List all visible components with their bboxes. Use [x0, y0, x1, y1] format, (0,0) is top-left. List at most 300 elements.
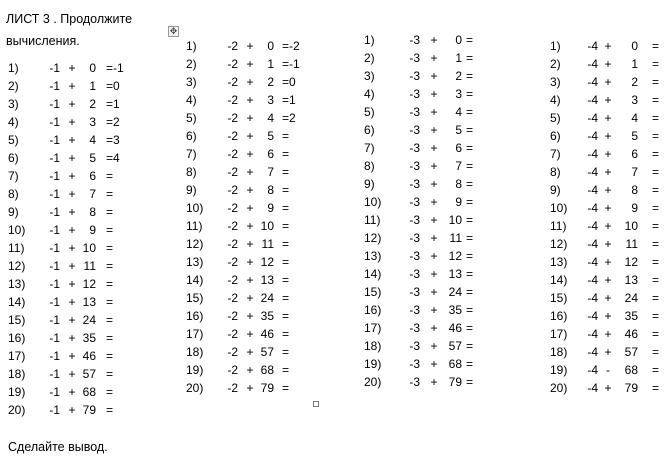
first-operand: -1 — [49, 349, 60, 363]
second-operand: 13 — [624, 273, 638, 287]
operator: + — [430, 87, 438, 101]
first-operand: -3 — [409, 303, 420, 317]
first-operand: -3 — [409, 375, 420, 389]
second-operand: 11 — [449, 231, 462, 245]
first-operand: -1 — [49, 151, 60, 165]
problem-number: 20) — [364, 375, 382, 389]
problem-number: 9) — [186, 183, 197, 197]
first-operand: -3 — [409, 249, 420, 263]
answer: =2 — [282, 111, 296, 125]
second-operand: 8 — [89, 205, 96, 219]
answer: = — [466, 339, 474, 353]
problem-number: 13) — [550, 255, 568, 269]
first-operand: -4 — [587, 255, 598, 269]
first-operand: -1 — [49, 385, 60, 399]
answer: = — [282, 129, 290, 143]
answer: =3 — [106, 133, 120, 147]
operator: + — [604, 165, 612, 179]
answer: = — [466, 195, 474, 209]
answer: = — [652, 93, 660, 107]
problem-number: 5) — [364, 105, 375, 119]
first-operand: -4 — [587, 309, 598, 323]
answer: = — [652, 255, 660, 269]
problem-number: 9) — [8, 205, 19, 219]
worksheet-title: ЛИСТ 3 . Продолжите вычисления. — [6, 12, 133, 48]
problem-number: 10) — [186, 201, 204, 215]
conclusion-prompt: Сделайте вывод. — [8, 440, 108, 454]
first-operand: -3 — [409, 159, 420, 173]
second-operand: 0 — [89, 61, 96, 75]
second-operand: 2 — [631, 75, 638, 89]
operator: + — [430, 195, 438, 209]
first-operand: -2 — [227, 201, 238, 215]
first-operand: -3 — [409, 195, 420, 209]
first-operand: -3 — [409, 33, 420, 47]
problem-number: 17) — [364, 321, 382, 335]
second-operand: 57 — [82, 367, 96, 381]
problem-number: 15) — [8, 313, 26, 327]
second-operand: 9 — [631, 201, 638, 215]
answer: = — [652, 39, 660, 53]
operator: + — [604, 201, 612, 215]
first-operand: -3 — [409, 321, 420, 335]
answer: =1 — [282, 93, 296, 107]
problem-number: 12) — [8, 259, 26, 273]
answer: = — [466, 123, 474, 137]
first-operand: -3 — [409, 339, 420, 353]
second-operand: 4 — [455, 105, 462, 119]
operator: + — [430, 105, 438, 119]
answer: = — [652, 75, 660, 89]
problem-number: 12) — [364, 231, 382, 245]
second-operand: 2 — [267, 75, 274, 89]
second-operand: 79 — [448, 375, 462, 389]
second-operand: 79 — [260, 381, 274, 395]
second-operand: 79 — [82, 403, 96, 417]
first-operand: -3 — [409, 357, 420, 371]
second-operand: 3 — [89, 115, 96, 129]
second-operand: 8 — [631, 183, 638, 197]
answer: =-1 — [282, 57, 300, 71]
second-operand: 46 — [624, 327, 638, 341]
operator: + — [604, 327, 612, 341]
first-operand: -3 — [409, 51, 420, 65]
second-operand: 8 — [455, 177, 462, 191]
first-operand: -4 — [587, 273, 598, 287]
first-operand: -3 — [409, 285, 420, 299]
first-operand: -4 — [587, 75, 598, 89]
second-operand: 5 — [631, 129, 638, 143]
answer: = — [106, 349, 114, 363]
first-operand: -4 — [587, 201, 598, 215]
answer: =4 — [106, 151, 120, 165]
operator: + — [430, 303, 438, 317]
operator: + — [246, 57, 254, 71]
first-operand: -1 — [49, 367, 60, 381]
problem-number: 2) — [8, 79, 19, 93]
answer: = — [466, 141, 474, 155]
problem-number: 6) — [186, 129, 197, 143]
operator: + — [604, 111, 612, 125]
first-operand: -1 — [49, 241, 60, 255]
answer: = — [652, 219, 660, 233]
first-operand: -2 — [227, 129, 238, 143]
problem-number: 20) — [550, 381, 568, 395]
second-operand: 35 — [624, 309, 638, 323]
problem-number: 19) — [550, 363, 568, 377]
answer: = — [466, 303, 474, 317]
answer: = — [106, 313, 114, 327]
first-operand: -4 — [587, 291, 598, 305]
operator: + — [604, 39, 612, 53]
answer: = — [466, 33, 474, 47]
operator: + — [430, 177, 438, 191]
operator: - — [606, 363, 610, 377]
answer: = — [466, 375, 474, 389]
problem-number: 14) — [550, 273, 568, 287]
first-operand: -1 — [49, 403, 60, 417]
second-operand: 11 — [625, 237, 638, 251]
answer: = — [466, 159, 474, 173]
problem-number: 19) — [364, 357, 382, 371]
second-operand: 0 — [631, 39, 638, 53]
first-operand: -3 — [409, 213, 420, 227]
first-operand: -1 — [49, 115, 60, 129]
problem-number: 11) — [186, 219, 203, 233]
answer: = — [282, 201, 290, 215]
first-operand: -1 — [49, 187, 60, 201]
problem-number: 2) — [550, 57, 561, 71]
problem-number: 3) — [550, 75, 561, 89]
answer: = — [466, 357, 474, 371]
second-operand: 0 — [267, 39, 274, 53]
operator: + — [604, 219, 612, 233]
operator: + — [68, 259, 76, 273]
answer: = — [466, 321, 474, 335]
answer: = — [652, 111, 660, 125]
answer: = — [282, 291, 290, 305]
operator: + — [68, 277, 76, 291]
operator: + — [430, 123, 438, 137]
operator: + — [430, 249, 438, 263]
second-operand: 68 — [82, 385, 96, 399]
problem-number: 8) — [8, 187, 19, 201]
answer: = — [652, 309, 660, 323]
answer: = — [106, 331, 114, 345]
first-operand: -2 — [227, 183, 238, 197]
problem-number: 10) — [8, 223, 26, 237]
first-operand: -1 — [49, 259, 60, 273]
answer: = — [106, 259, 114, 273]
problem-number: 4) — [186, 93, 197, 107]
second-operand: 10 — [260, 219, 274, 233]
operator: + — [430, 159, 438, 173]
first-operand: -2 — [227, 147, 238, 161]
operator: + — [604, 345, 612, 359]
first-operand: -2 — [227, 381, 238, 395]
operator: + — [604, 183, 612, 197]
first-operand: -4 — [587, 111, 598, 125]
problem-number: 4) — [8, 115, 19, 129]
second-operand: 11 — [83, 259, 96, 273]
answer: = — [106, 205, 114, 219]
answer: = — [106, 169, 114, 183]
answer: = — [282, 255, 290, 269]
second-operand: 10 — [448, 213, 462, 227]
first-operand: -2 — [227, 75, 238, 89]
first-operand: -1 — [49, 223, 60, 237]
answer: = — [282, 273, 290, 287]
answer: = — [282, 363, 290, 377]
problem-number: 15) — [550, 291, 568, 305]
second-operand: 7 — [455, 159, 462, 173]
answer: = — [106, 277, 114, 291]
first-operand: -4 — [587, 93, 598, 107]
problem-number: 20) — [186, 381, 204, 395]
first-operand: -3 — [409, 231, 420, 245]
problem-number: 5) — [8, 133, 19, 147]
problem-number: 9) — [550, 183, 561, 197]
problem-number: 3) — [186, 75, 197, 89]
operator: + — [68, 385, 76, 399]
operator: + — [246, 39, 254, 53]
problem-number: 15) — [364, 285, 382, 299]
move-arrows-icon[interactable]: ✥ — [169, 26, 178, 36]
operator: + — [430, 51, 438, 65]
answer: = — [282, 147, 290, 161]
first-operand: -4 — [587, 39, 598, 53]
second-operand: 1 — [267, 57, 274, 71]
problem-number: 11) — [8, 241, 25, 255]
answer: = — [652, 381, 660, 395]
answer: = — [282, 381, 290, 395]
answer: = — [106, 241, 114, 255]
operator: + — [604, 129, 612, 143]
resize-square-icon[interactable] — [313, 401, 319, 407]
problem-number: 1) — [186, 39, 197, 53]
answer: = — [282, 327, 290, 341]
answer: = — [652, 183, 660, 197]
first-operand: -1 — [49, 79, 60, 93]
second-operand: 57 — [260, 345, 274, 359]
first-operand: -4 — [587, 345, 598, 359]
problem-number: 13) — [8, 277, 26, 291]
first-operand: -1 — [49, 277, 60, 291]
answer: = — [652, 147, 660, 161]
answer: = — [466, 267, 474, 281]
second-operand: 57 — [624, 345, 638, 359]
second-operand: 68 — [260, 363, 274, 377]
problem-number: 9) — [364, 177, 375, 191]
problem-number: 13) — [364, 249, 382, 263]
operator: + — [604, 273, 612, 287]
second-operand: 5 — [89, 151, 96, 165]
answer: = — [466, 51, 474, 65]
operator: + — [604, 309, 612, 323]
second-operand: 35 — [82, 331, 96, 345]
first-operand: -4 — [587, 165, 598, 179]
second-operand: 12 — [260, 255, 274, 269]
second-operand: 46 — [448, 321, 462, 335]
answer: = — [466, 285, 474, 299]
answer: =1 — [106, 97, 120, 111]
problem-number: 7) — [186, 147, 197, 161]
problem-number: 11) — [364, 213, 381, 227]
answer: = — [652, 363, 660, 377]
second-operand: 68 — [624, 363, 638, 377]
first-operand: -4 — [587, 327, 598, 341]
operator: + — [246, 381, 254, 395]
first-operand: -2 — [227, 345, 238, 359]
problem-number: 16) — [186, 309, 204, 323]
answer: = — [466, 87, 474, 101]
problem-number: 4) — [550, 93, 561, 107]
answer: = — [652, 345, 660, 359]
first-operand: -4 — [587, 363, 598, 377]
first-operand: -2 — [227, 363, 238, 377]
second-operand: 24 — [82, 313, 96, 327]
answer: = — [282, 219, 290, 233]
second-operand: 5 — [267, 129, 274, 143]
operator: + — [430, 69, 438, 83]
first-operand: -2 — [227, 165, 238, 179]
first-operand: -2 — [227, 39, 238, 53]
problem-number: 14) — [8, 295, 26, 309]
problem-number: 11) — [550, 219, 567, 233]
operator: + — [246, 273, 254, 287]
problem-number: 18) — [8, 367, 26, 381]
problem-number: 3) — [8, 97, 19, 111]
second-operand: 7 — [267, 165, 274, 179]
answer: = — [282, 165, 290, 179]
answer: = — [466, 213, 474, 227]
operator: + — [430, 357, 438, 371]
operator: + — [68, 367, 76, 381]
second-operand: 46 — [82, 349, 96, 363]
second-operand: 6 — [455, 141, 462, 155]
second-operand: 46 — [260, 327, 274, 341]
operator: + — [430, 213, 438, 227]
second-operand: 24 — [448, 285, 462, 299]
problem-number: 14) — [186, 273, 204, 287]
second-operand: 9 — [267, 201, 274, 215]
first-operand: -1 — [49, 133, 60, 147]
operator: + — [68, 151, 76, 165]
operator: + — [68, 331, 76, 345]
operator: + — [68, 97, 76, 111]
second-operand: 68 — [448, 357, 462, 371]
first-operand: -2 — [227, 309, 238, 323]
first-operand: -1 — [49, 61, 60, 75]
operator: + — [246, 183, 254, 197]
second-operand: 11 — [261, 237, 274, 251]
first-operand: -2 — [227, 255, 238, 269]
operator: + — [430, 33, 438, 47]
problem-number: 14) — [364, 267, 382, 281]
second-operand: 1 — [89, 79, 96, 93]
first-operand: -4 — [587, 381, 598, 395]
second-operand: 10 — [624, 219, 638, 233]
second-operand: 2 — [89, 97, 96, 111]
first-operand: -4 — [587, 237, 598, 251]
operator: + — [430, 321, 438, 335]
second-operand: 4 — [89, 133, 96, 147]
operator: + — [68, 295, 76, 309]
second-operand: 8 — [267, 183, 274, 197]
problem-number: 1) — [8, 61, 19, 75]
problem-number: 6) — [364, 123, 375, 137]
answer: = — [282, 345, 290, 359]
answer: = — [466, 105, 474, 119]
second-operand: 7 — [631, 165, 638, 179]
operator: + — [246, 75, 254, 89]
problem-number: 12) — [186, 237, 204, 251]
operator: + — [604, 75, 612, 89]
problem-number: 10) — [550, 201, 568, 215]
first-operand: -2 — [227, 57, 238, 71]
answer: = — [466, 69, 474, 83]
first-operand: -1 — [49, 205, 60, 219]
second-operand: 9 — [89, 223, 96, 237]
answer: = — [282, 309, 290, 323]
first-operand: -3 — [409, 267, 420, 281]
second-operand: 6 — [89, 169, 96, 183]
operator: + — [68, 79, 76, 93]
second-operand: 24 — [624, 291, 638, 305]
first-operand: -1 — [49, 97, 60, 111]
operator: + — [68, 169, 76, 183]
problem-number: 8) — [364, 159, 375, 173]
operator: + — [246, 363, 254, 377]
problem-number: 5) — [550, 111, 561, 125]
second-operand: 1 — [631, 57, 638, 71]
operator: + — [68, 313, 76, 327]
second-operand: 13 — [448, 267, 462, 281]
first-operand: -3 — [409, 105, 420, 119]
answer: = — [106, 403, 114, 417]
first-operand: -2 — [227, 237, 238, 251]
first-operand: -3 — [409, 141, 420, 155]
first-operand: -4 — [587, 183, 598, 197]
second-operand: 57 — [448, 339, 462, 353]
answer: =-2 — [282, 39, 300, 53]
second-operand: 3 — [631, 93, 638, 107]
problem-number: 16) — [550, 309, 568, 323]
answer: = — [106, 295, 114, 309]
answer: = — [106, 223, 114, 237]
problem-number: 1) — [364, 33, 375, 47]
second-operand: 9 — [455, 195, 462, 209]
operator: + — [604, 291, 612, 305]
first-operand: -1 — [49, 169, 60, 183]
operator: + — [68, 349, 76, 363]
first-operand: -4 — [587, 129, 598, 143]
problem-number: 17) — [186, 327, 204, 341]
problem-number: 15) — [186, 291, 204, 305]
answer: =2 — [106, 115, 120, 129]
operator: + — [68, 205, 76, 219]
problem-number: 13) — [186, 255, 204, 269]
second-operand: 79 — [624, 381, 638, 395]
problem-number: 12) — [550, 237, 568, 251]
problem-number: 17) — [8, 349, 26, 363]
problem-number: 7) — [550, 147, 561, 161]
answer: = — [652, 273, 660, 287]
problem-number: 10) — [364, 195, 382, 209]
operator: + — [430, 141, 438, 155]
first-operand: -2 — [227, 327, 238, 341]
operator: + — [246, 111, 254, 125]
